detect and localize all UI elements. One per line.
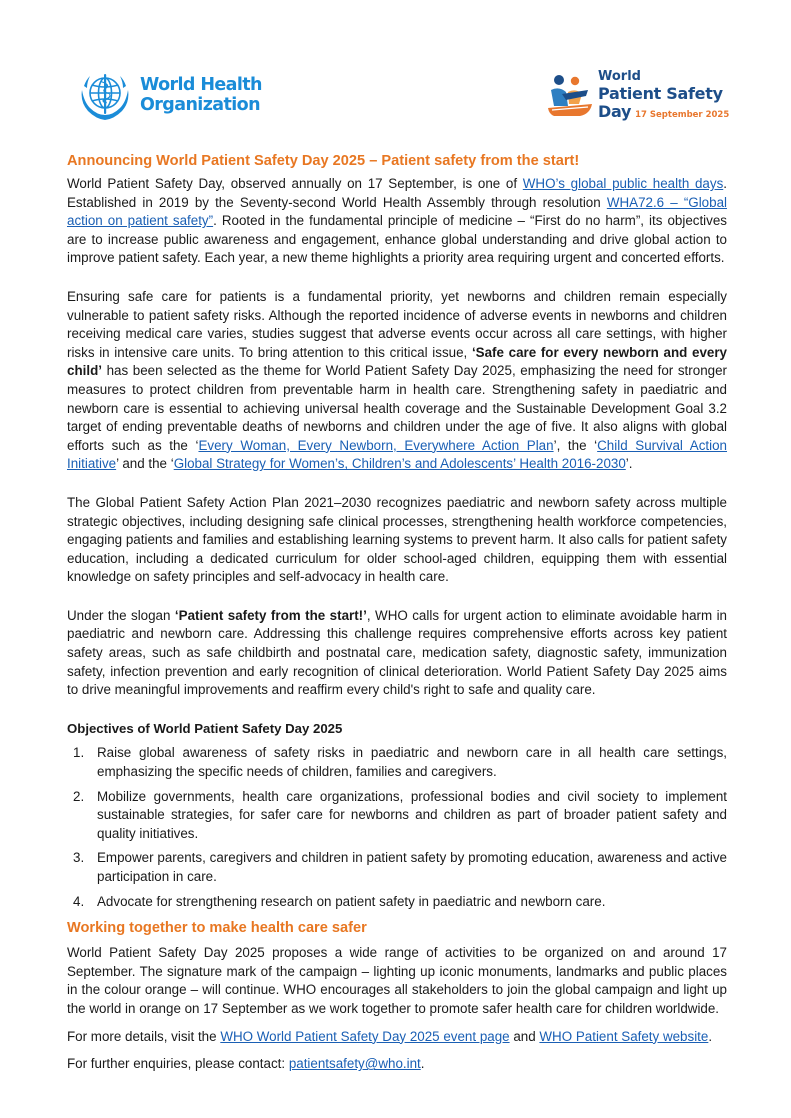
p4-text-2: , WHO calls for urgent action to eliminate avoidable harm in paediatric and newborn care. Addressing this challenge requires comprehensive efforts across key patient safety areas, such as safe childbirth and postnatal care, medication safety, diagnostic safety, immunization safety, infection prevention and early recognition of clinical deterioration. World Patient Safety Day 2025 aims to drive meaningful improvements and reaffirm every child's right to safe and quality care. (67, 607, 728, 698)
objectives-title: Objectives of World Patient Safety Day 2025 (67, 720, 343, 736)
link-contact-email[interactable]: patientsafety@who.int (288, 1056, 421, 1072)
p1-text-3: . Rooted in the fundamental principle of medicine – “First do no harm”, its objectives are to increase public awareness and engagement, enhance global understanding and drive global action to improve patient safety. Each year, a new theme highlights a priority area requiring urgent and concerted efforts. (67, 213, 727, 266)
who-wordmark-line2: Organization (140, 95, 260, 115)
objective-text: Empower parents, caregivers and children in patient safety by promoting education, awareness and active participation in care. (97, 850, 727, 884)
objectives-list (67, 744, 727, 911)
who-wordmark-line1: World Health (140, 75, 262, 95)
p2-text-1: Ensuring safe care for patients is a fundamental priority, yet newborns and children remain especially vulnerable to patient safety risks. Although the reported incidence of adverse events in newborns and children receiving medical care varies, studies suggest that adverse events occur across all care settings, with higher risks in intensive care units. To bring attention to this critical issue, (67, 288, 727, 360)
p2-theme-bold: ‘Safe care for every newborn and every child’ (67, 344, 727, 379)
link-wha72-6-resolution[interactable]: WHA72.6 – “Global action on patient safety” (67, 194, 727, 229)
link-child-survival-action[interactable]: Child Survival Action Initiative (67, 437, 728, 472)
link-event-page[interactable]: WHO World Patient Safety Day 2025 event page (220, 1028, 510, 1044)
objective-number: 2. (73, 788, 85, 804)
paragraph-contact (67, 1055, 727, 1074)
link-every-woman-every-newborn[interactable]: Every Woman, Every Newborn, Everywhere Action Plan (198, 437, 554, 453)
patient-safety-figures-icon (546, 70, 594, 120)
wpsd-date: 17 September 2025 (635, 110, 730, 120)
paragraph-theme (67, 288, 727, 474)
objective-text: Raise global awareness of safety risks in paediatric and newborn care in all health care settings, emphasizing the specific needs of children, families and caregivers. (97, 745, 727, 780)
wpsd-line3 (598, 103, 729, 124)
paragraph-action-plan: The Global Patient Safety Action Plan 2021–2030 recognizes paediatric and newborn safety across multiple strategic objectives, including designing safe clinical processes, strengthening health workforce competencies, engaging patients and families and establishing learning systems to prevent harm. It also calls for patient safety education, including a dedicated curriculum for older school-aged children, equipping them with essential knowledge on safety principles and self-advocacy in health care. (67, 494, 727, 585)
p1-text-1: World Patient Safety Day, observed annually on 17 September, is one of (67, 176, 523, 191)
who-emblem-icon (76, 66, 134, 124)
p1-text-2: . Established in 2019 by the Seventy-second World Health Assembly through resolution (67, 176, 727, 210)
list-item (67, 744, 727, 781)
contact-text-2: . (420, 1056, 425, 1072)
p2-text-3: ’, the ‘ (553, 437, 598, 453)
p2-text-4: ’ and the ‘ (116, 456, 174, 472)
objective-number: 1. (73, 745, 85, 761)
section2-title: Working together to make health care safer (67, 920, 367, 937)
paragraph-more-details (67, 1028, 727, 1047)
main-content (67, 152, 727, 1083)
details-text-1: For more details, visit the (67, 1028, 221, 1044)
link-patient-safety-website[interactable]: WHO Patient Safety website (539, 1028, 709, 1044)
page-title: Announcing World Patient Safety Day 2025 – Patient safety from the start! (67, 153, 580, 169)
contact-text-1: For further enquiries, please contact: (67, 1056, 289, 1072)
objective-text: Advocate for strengthening research on patient safety in paediatric and newborn care. (97, 893, 606, 909)
p4-slogan-bold: ‘Patient safety from the start!’ (174, 607, 367, 623)
who-wordmark (140, 75, 262, 115)
list-item (67, 788, 727, 844)
p4-text-1: Under the slogan (67, 607, 175, 623)
details-text-3: . (708, 1028, 713, 1044)
list-item (67, 849, 727, 886)
wpsd-day-label: Day (598, 102, 632, 121)
list-item (67, 893, 727, 912)
paragraph-slogan (67, 607, 727, 700)
p2-text-5: ’. (625, 456, 633, 472)
wpsd-line2: Patient Safety (598, 84, 723, 103)
link-who-global-health-days[interactable]: WHO’s global public health days (522, 176, 724, 191)
objective-number: 4. (73, 893, 85, 909)
details-text-2: and (509, 1028, 540, 1044)
who-logo (76, 66, 266, 124)
paragraph-activities: World Patient Safety Day 2025 proposes a wide range of activities to be organized on and around 17 September. The signature mark of the campaign – lighting up iconic monuments, landmarks and public places in the colour orange – will continue. WHO encourages all stakeholders to join the global campaign and light up the world in orange on 17 September as we work together to promote safer health care for children worldwide. (67, 945, 727, 1016)
wpsd-line1: World (598, 69, 641, 84)
objective-number: 3. (73, 850, 85, 866)
paragraph-intro (67, 175, 727, 268)
wpsd-wordmark (598, 69, 729, 124)
objective-text: Mobilize governments, health care organizations, professional bodies and civil society to implement sustainable strategies, for safer care for newborns and children as part of broader patient safety and quality initiatives. (97, 788, 727, 841)
p2-text-2: has been selected as the theme for World Patient Safety Day 2025, emphasizing the need for stronger measures to protect children from preventable harm in health care. Strengthening safety in paediatric and newborn care is essential to achieving universal health coverage and the Sustainable Development Goal 3.2 target of ending preventable deaths of newborns and children under the age of five. It also aligns with global efforts such as the ‘ (67, 363, 727, 453)
wpsd-logo (546, 68, 730, 124)
link-global-strategy[interactable]: Global Strategy for Women’s, Children’s and Adolescents’ Health 2016-2030 (173, 456, 626, 472)
